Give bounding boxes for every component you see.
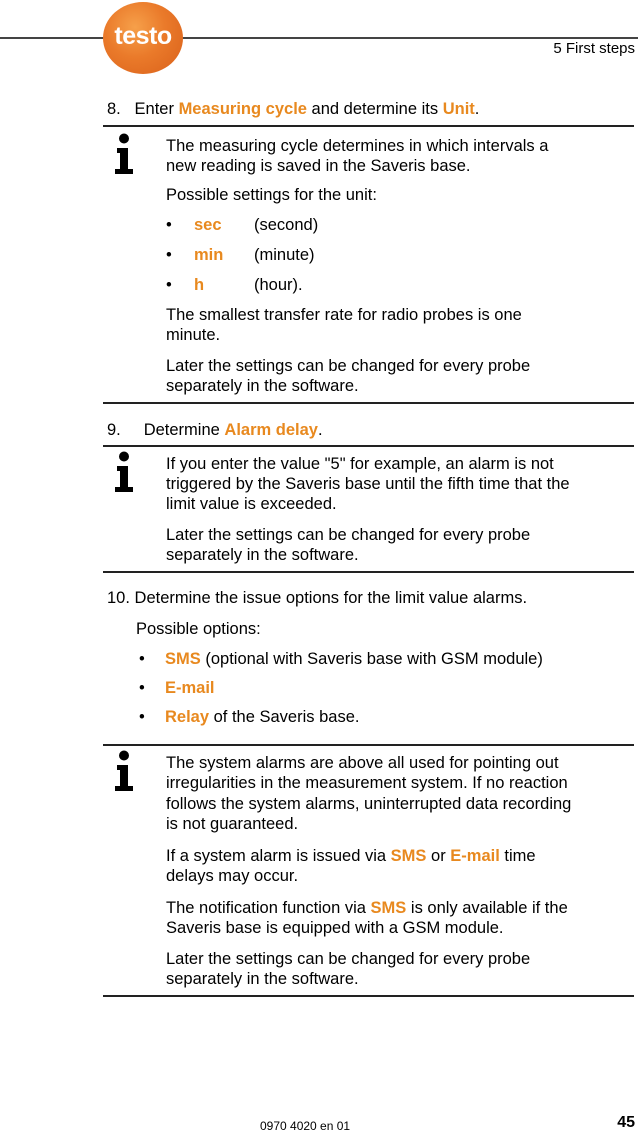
alarm-delay-label: Alarm delay <box>224 421 318 439</box>
step-number: 10. <box>107 589 130 607</box>
note-text: The smallest transfer rate for radio probes is one <box>166 306 522 324</box>
note-text: separately in the software. <box>166 546 359 564</box>
divider <box>103 744 634 746</box>
unit-label: Unit <box>442 100 475 118</box>
unit-item-min: • min (minute) <box>166 246 315 264</box>
divider <box>103 402 634 404</box>
option-relay: • Relay of the Saveris base. <box>139 708 360 726</box>
note-text: new reading is saved in the Saveris base. <box>166 157 471 175</box>
section-title: 5 First steps <box>553 40 635 57</box>
option-sms: • SMS (optional with Saveris base with GSM module) <box>139 650 543 668</box>
divider <box>103 445 634 447</box>
note-text: delays may occur. <box>166 867 299 885</box>
note-text: Later the settings can be changed for every probe <box>166 357 531 375</box>
logo-text: testo <box>114 22 172 50</box>
note-text: Later the settings can be changed for every probe <box>166 526 531 544</box>
note-text: The notification function via SMS is only available if the <box>166 899 568 917</box>
info-icon <box>112 133 138 175</box>
measuring-cycle-label: Measuring cycle <box>178 100 307 118</box>
note-text: follows the system alarms, uninterrupted data recording <box>166 795 572 813</box>
note-text: minute. <box>166 326 221 344</box>
step-10: 10. Determine the issue options for the limit value alarms. <box>107 589 528 607</box>
option-email: • E-mail <box>139 679 215 697</box>
step-number: 9. <box>107 421 121 439</box>
unit-item-h: • h (hour). <box>166 276 303 294</box>
step-9: 9. Determine Alarm delay. <box>107 421 323 439</box>
note-text: triggered by the Saveris base until the fifth time that the <box>166 475 570 493</box>
page-number: 45 <box>617 1114 635 1131</box>
info-icon <box>112 750 138 792</box>
divider <box>103 995 634 997</box>
options-intro: Possible options: <box>136 620 261 638</box>
note-text: Saveris base is equipped with a GSM module. <box>166 919 504 937</box>
note-text: The system alarms are above all used for pointing out <box>166 754 559 772</box>
note-text: If a system alarm is issued via SMS or E-mail time <box>166 847 536 865</box>
note-text: Later the settings can be changed for every probe <box>166 950 531 968</box>
testo-logo <box>103 2 183 74</box>
divider <box>103 571 634 573</box>
header-rule-right <box>182 37 638 39</box>
note-text: separately in the software. <box>166 970 359 988</box>
info-icon <box>112 451 138 493</box>
document-number: 0970 4020 en 01 <box>260 1119 351 1133</box>
note-text: The measuring cycle determines in which intervals a <box>166 137 549 155</box>
note-text: separately in the software. <box>166 377 359 395</box>
divider <box>103 125 634 127</box>
note-text: limit value is exceeded. <box>166 495 337 513</box>
header-rule-left <box>0 37 104 39</box>
note-text: is not guaranteed. <box>166 815 299 833</box>
step-8: 8. Enter Measuring cycle and determine its Unit. <box>107 100 480 118</box>
step-number: 8. <box>107 100 121 118</box>
unit-item-sec: • sec (second) <box>166 216 319 234</box>
note-text: Possible settings for the unit: <box>166 186 377 204</box>
note-text: If you enter the value "5" for example, an alarm is not <box>166 455 554 473</box>
note-text: irregularities in the measurement system. If no reaction <box>166 774 568 792</box>
